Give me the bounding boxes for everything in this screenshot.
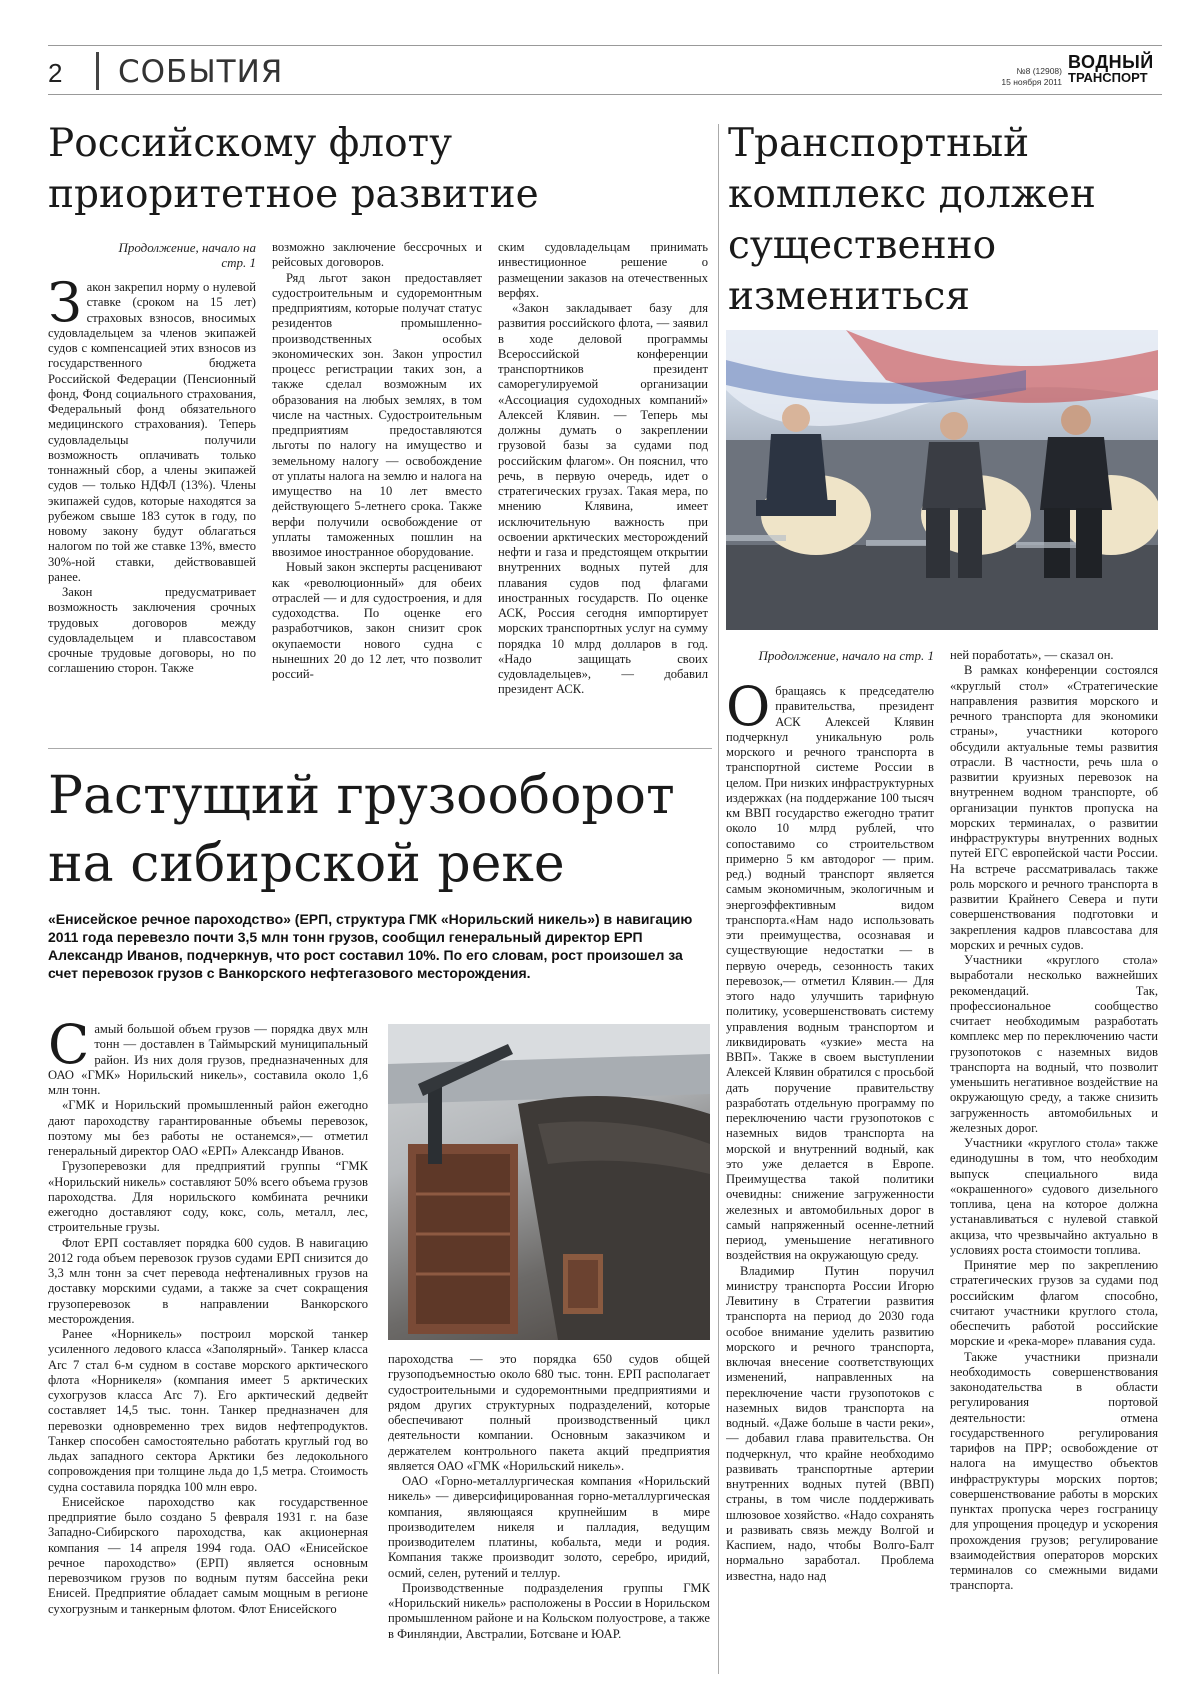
article3-paragraph: ОАО «Горно-металлургическая компания «Норильский никель» — диверсифицированная горно-металлургическая компания, являющаяся крупнейшим в мире производителем никеля и палладия, ведущим производителем платины, кобальта, меди и родия. Компания также производит золото, серебро, иридий, осмий, селен, рутений и теллур. [388, 1474, 710, 1580]
article3-paragraph: «ГМК и Норильский промышленный район ежегодно дают пароходству гарантированные объемы перевозок, поэтому мы без работы не останемся»,— отметил генеральный директор ОАО «ЕРП» Александр Иванов. [48, 1098, 368, 1158]
article3-column-1 [48, 1022, 368, 1674]
article2-paragraph: В рамках конференции состоялся «круглый стол» «Стратегические направления развития морского и речного транспорта для экономики страны», участники которого обсудили актуальные темы развития отрасли. В частности, речь шла о развитии круизных перевозок на внутреннем водном транспорте, об организации пунктов пропуска на морских терминалах, о развитии инфраструктуры внутренних водных путей ЕГС европейской части России. На встрече рассматривалась также роль морского и речного транспорта в развитии Крайнего Севера и пути совершенствования подготовки и закрепления кадров плавсостава для морских и речных судов. [950, 663, 1158, 952]
article1-paragraph [48, 280, 256, 585]
article2-paragraph: Также участники признали необходимость совершенствования законодательства в области регулирования портовой деятельности: отмена государственного регулирования тарифов на ПРР; освобождение от налога на имущество объектов инфраструктуры морских портов; совершенствование работы в морских пунктах пропуска через госграницу для упрощения процедур и ускорения прохождения грузов; регулирование взаимодействия операторов морских терминалов со смежными видами транспорта. [950, 1349, 1158, 1593]
conference-photo [726, 330, 1158, 630]
masthead-line1: ВОДНЫЙ [1068, 52, 1154, 72]
article2-paragraph: ней поработать», — сказал он. [950, 648, 1114, 662]
article1-paragraph: ским судовладельцам принимать инвестиционное решение о размещении заказов на отечественных верфях. [498, 240, 708, 300]
masthead-line2: ТРАНСПОРТ [1068, 70, 1148, 85]
article1-paragraph: возможно заключение бессрочных и рейсовых договоров. [272, 240, 482, 270]
issue-date: 15 ноября 2011 [1001, 77, 1062, 87]
article2-paragraph: Участники «круглого стола» выработали несколько важнейших рекомендаций. Так, профессиональное сообщество считает необходимым разработать комплекс мер по переключению части грузопотоков с наземных видов транспорта на водный, что позволит уменьшить негативное воздействие на окружающую среду, а также снизить загруженность автомобильных и железных дорог. [950, 953, 1158, 1135]
article3-paragraph: Енисейское пароходство как государственное предприятие было создано 5 февраля 1931 г. на базе Западно-Сибирского пароходства, как акционерная компания — 14 апреля 1994 года. ОАО «Енисейское речное пароходство» (ЕРП) является основным перевозчиком грузов по водным путям бассейна реки Енисей. Предприятие обладает самым мощным в регионе сухогрузным и танкерным флотом. Флот Енисейского [48, 1494, 368, 1616]
article2-continuation-note: Продолжение, начало на стр. 1 [758, 648, 934, 663]
article2-paragraph: Участники «круглого стола» также единодушны в том, что необходим выпуск специального вида «окрашенного» судового дизельного топлива, цена на которое должна устанавливаться с нулевой ставкой акциза, что чрезвычайно актуально в условиях роста стоимости топлива. [950, 1136, 1158, 1257]
article3-text: амый большой объем грузов — порядка двух млн тонн — доставлен в Таймырский муниципальный район. Из них доля грузов, предназначенных для ОАО «ГМК» Норильский никель», составила около 1,6 млн тонн. [48, 1022, 368, 1097]
article2-column-1 [726, 684, 934, 1674]
article1-paragraph: Ряд льгот закон предоставляет судостроительным и судоремонтным предприятиям, которые получат статус резидентов промышленно-производственных особых экономических зон. Закон упростил процесс регистрации таких зон, а также сделал возможным их образования на любых землях, в том числе на частных. Судостроительным предприятиям предоставляются льготы по налогу на имущество и земельному налогу — освобождение от уплаты налога на землю и налога на имущество на 10 лет вместо действующего 5-летнего срока. Также верфи получили освобождение от уплаты таможенных пошлин на ввозимое иностранное оборудование. [272, 270, 482, 559]
article3-paragraph: Грузоперевозки для предприятий группы “ГМК «Норильский никель» составляют 50% всего объема грузов пароходства. Для норильского комбината речники ежегодно доставляют соду, кокс, соль, металл, лес, строительные грузы. [48, 1159, 368, 1235]
article1-column-2 [272, 240, 482, 736]
cargo-barge-photo-illustration [388, 1024, 710, 1340]
article3-column-2 [388, 1352, 710, 1674]
article2-paragraph: Принятие мер по закреплению стратегических грузов за судами под российским флагом способно, считают участники круглого стола, обеспечить работой российские морские и «река-море» плавания суда. [950, 1258, 1158, 1349]
article1-column-3 [498, 240, 708, 736]
page-number: 2 [48, 58, 63, 88]
article2-column-2 [950, 648, 1158, 1674]
masthead-logo [1068, 54, 1164, 86]
article1-dropcap: З [48, 280, 82, 334]
article1-column-1 [48, 280, 256, 736]
article3-paragraph: Флот ЕРП составляет порядка 600 судов. В навигацию 2012 года объем перевозок грузов судами ЕРП снизится до 3,3 млн тонн за счет перевода нефтеналивных грузов на доставку морскими судами, а также за счет сокращения грузоперевозок в направлении Ванкорского месторождения. [48, 1235, 368, 1326]
article3-dropcap: С [48, 1022, 90, 1076]
article1-paragraph: Новый закон эксперты расценивают как «революционный» для обеих отраслей — и для судостроения, и для судоходства. По оценке его разработчиков, закон снизит срок окупаемости нового судна с нынешних 20 до 12 лет, что позволит россий- [272, 560, 482, 681]
article2-text: бращаясь к председателю правительства, президент АСК Алексей Клявин подчеркнул уникальную роль морского и речного транспорта в транспортной системе России в целом. При низких инфраструктурных издержках (на поддержание 100 тысяч км ВВП государство ежегодно тратит около 10 млрд рублей, что сопоставимо со строительством примерно 5 км автодорог — прим. ред.) водный транспорт является самым экономичным, экологичным и энергоэффективным видом транспорта.«Нам надо использовать эти преимущества, осознавая и существующие недостатки — в первую очередь, сезонность таких перевозок,— отметил Клявин.— Для этого надо улучшить тарифную политику, усовершенствовать систему управления водным транспортом и ликвидировать «узкие» места на ВВП». Также в своем выступлении Алексей Клявин обратился с просьбой дать поручение правительству разработать отдельную программу по переключению части грузопотоков с наземных видов транспорта на морской и внутренний водный, как это уже делается в Европе. Преимущества такой политики очевидны: снижение загруженности железных и автомобильных дорог в самый напряженный осенне-летний период, уменьшение негативного воздействия на окружающую среду. [726, 684, 934, 1263]
article3-paragraph: Ранее «Норникель» построил морской танкер усиленного ледового класса «Заполярный». Танкер класса Arc 7 стал 6-м судном в составе морского арктического флота «Норникеля» (компания имеет 5 арктических сухогрузов класса Arc 7). Его арктический дедвейт составляет 14,5 тыс. тонн. Танкер предназначен для перевозки одновременно трех видов нефтепродуктов. Танкер способен самостоятельно работать круглый год во льдах западного сектора Арктики без ледокольного сопровождения при толщине льда до 1,5 метра. Стоимость судна составила порядка 100 млн евро. [48, 1327, 368, 1494]
article1-continuation-note: Продолжение, начало на стр. 1 [118, 240, 256, 270]
header-separator [96, 52, 99, 90]
article1-paragraph: Закон предусматривает возможность заключения срочных трудовых договоров между судовладельцем и плавсоставом срочные трудовые договоры, но по соглашению сторон. Также [48, 585, 256, 676]
header-bottom-rule [48, 94, 1162, 95]
article1-paragraph: «Закон закладывает базу для развития российского флота, — заявил в ходе деловой программы Всероссийской конференции транспортников президент саморегулируемой организации «Ассоциация судоходных компаний» Алексей Клявин. — Теперь мы должны думать о закреплении грузовой базы за судами под российским флагом». Он пояснил, что речь, в первую очередь, идет о стратегических грузах. Такая мера, по мнению Клявина, имеет исключительную важность при освоении арктических месторождений нефти и газа и предстоящем открытии внутренних водных путей для плавания судов под флагами иностранных государств. По оценке АСК, Россия сегодня импортирует морских транспортных услуг на сумму порядка 10 млрд долларов в год. «Надо защищать своих судовладельцев», — добавил президент АСК. [498, 301, 708, 697]
article1-title: Российскому флоту приоритетное развитие [48, 121, 539, 217]
article3-title: Растущий грузооборот на сибирской реке [48, 766, 675, 894]
header-top-rule [48, 45, 1162, 46]
article3-paragraph [48, 1022, 368, 1098]
article3-paragraph: Производственные подразделения группы ГМК «Норильский никель» расположены в России в Норильском промышленном районе и на Кольском полуострове, а также в Финляндии, Австралии, Ботсване и ЮАР. [388, 1580, 710, 1641]
article2-dropcap: О [726, 684, 771, 738]
issue-info [1001, 66, 1062, 88]
article2-paragraph [726, 684, 934, 1264]
cargo-barge-photo [388, 1024, 710, 1340]
article3-lead: «Енисейское речное пароходство» (ЕРП, структура ГМК «Норильский никель») в навигацию 2011 года перевезло почти 3,5 млн тонн грузов, сообщил генеральный директор ЕРП Александр Иванов, подчеркнув, что рост составил 10%. По его словам, рост произошел за счет перевозок грузов с Ванкорского нефтегазового месторождения. [48, 911, 693, 981]
article3-paragraph: пароходства — это порядка 650 судов общей грузоподъемностью около 680 тыс. тонн. ЕРП располагает судостроительными и судоремонтными предприятиями и рядом других структурных подразделений, которые обеспечивают полный производственный цикл деятельности компании. Основным заказчиком и держателем контрольного пакета акций предприятия является ОАО «ГМК «Норильский никель». [388, 1352, 710, 1473]
column-divider-vertical [718, 124, 719, 1674]
article2-paragraph: Владимир Путин поручил министру транспорта России Игорю Левитину в Стратегии развития транспорта на период до 2030 года особое внимание уделить развитию морского и речного транспорта, включая внесение соответствующих изменений, направленных на переключение части грузопотоков с наземных видов транспорта на водный. «Даже больше в части реки», — добавил глава правительства. Он подчеркнул, что крайне необходимо развивать транспортные артерии внутренних водных путей (ВВП) страны, в том числе поддерживать шлюзовое хозяйство. «Надо сохранять и развивать связь между Волгой и Каспием, надо, чтобы Волго-Балт нормально заработал. Проблема известна, надо над [726, 1263, 934, 1583]
issue-number: №8 (12908) [1016, 66, 1062, 76]
conference-photo-illustration [726, 330, 1158, 630]
section-title: СОБЫТИЯ [118, 54, 284, 90]
article1-text: акон закрепил норму о нулевой ставке (сроком на 15 лет) страховых взносов, вносимых судовладельцем за членов экипажей судов с компенсацией этих взносов из государственного бюджета Российской Федерации (Пенсионный фонд, Фонд социального страхования, Федеральный фонд обязательного медицинского страхования). Теперь судовладельцы получили возможность оплачивать только тоннажный сбор, а члены экипажей судов — только НДФЛ (13%). Члены экипажей судов, которые находятся за рубежом свыше 183 суток в году, по новому закону будут облагаться налогом по той же ставке 13%, вместо 30%-ной ставки, действовавшей ранее. [48, 280, 256, 584]
article2-title: Транспортный комплекс должен существенно измениться [728, 121, 1096, 319]
article-divider-horizontal [48, 748, 712, 749]
